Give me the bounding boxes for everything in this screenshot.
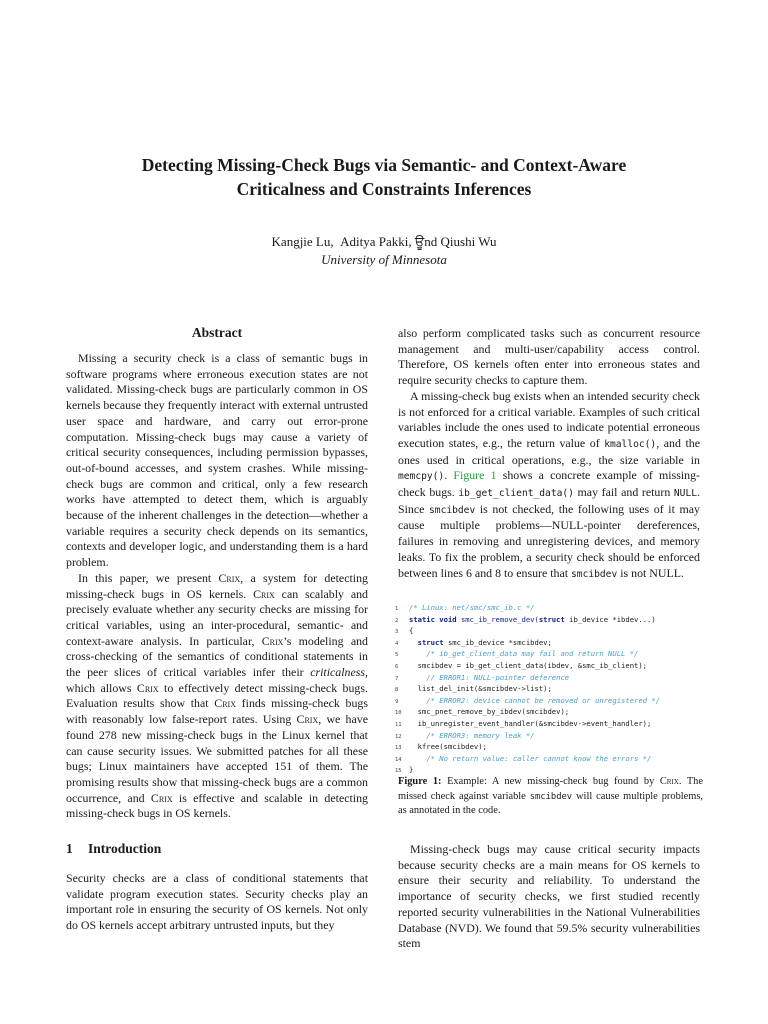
system-name: Crix: [218, 570, 241, 585]
abstract-paragraph-2: In this paper, we present Crix, a system for detecting missing-check bugs in OS kernels. Crix can scalably and precisely evaluate whether any security checks are missing for critical variables, using an inter-procedural, semantic- and context-aware analysis. In particular, Crix’s modeling and cross-checking of the semantics of conditional statements in the peer slices of critical variables infer their criticalness, which allows Crix to effectively detect missing-check bugs. Evaluation results show that Crix finds missing-check bugs with reasonably low false-report rates. Using Crix, we have found 278 new missing-check bugs in the Linux kernel that can cause security issues. We submitted patches for all these bugs; Linux maintainers have accepted 151 of them. The promising results show that missing-check bugs are a common occurrence, and Crix is effective and scalable in detecting missing-check bugs in OS kernels.: [66, 570, 368, 821]
title-line-1: Detecting Missing-Check Bugs via Semantic- and Context-Aware: [141, 155, 627, 175]
line-number: 5: [395, 652, 399, 659]
code-line: 6 smcibdev = ib_get_client_data(ibdev, &smc_ib_client);: [395, 661, 705, 673]
introduction-heading: [66, 840, 368, 858]
code-line: 9 /* ERROR2: device cannot be removed or unregistered */: [395, 696, 705, 708]
line-number: 2: [395, 617, 399, 624]
author-1: Kangjie Lu: [271, 234, 331, 249]
section-title: Introduction: [88, 841, 162, 856]
line-number: 11: [395, 721, 402, 728]
section-number: 1: [66, 841, 73, 856]
code-line: 3 {: [395, 626, 705, 638]
code-line: 4 struct smc_ib_device *smcibdev;: [395, 638, 705, 650]
paper-title: [0, 153, 768, 201]
code-line: 7 // ERROR1: NULL-pointer deference: [395, 673, 705, 685]
line-number: 6: [395, 663, 399, 670]
abstract-section: [66, 322, 368, 822]
code-line: 13 kfree(smcibdev);: [395, 742, 705, 754]
line-number: 10: [395, 710, 402, 717]
code-line: 2 static void smc_ib_remove_dev(struct ib_device *ibdev...): [395, 615, 705, 627]
author-names: [0, 233, 768, 251]
code-line: 8 list_del_init(&smcibdev->list);: [395, 684, 705, 696]
abstract-paragraph-1: Missing a security check is a class of semantic bugs in software programs where erroneous execution states are not validated. Missing-check bugs are particularly common in OS kernels because they frequently interact with external untrusted user space and hardware, and carry out error-prone computation. Missing-check bugs may cause a variety of critical security consequences, including permission bypasses, out-of-bound accesses, and system crashes. While missing-check bugs are common and critical, only a few research works have attempted to detect them, which is arguably because of the inherent challenges in the detection—whether a variable requires a security check depends on its semantics, contexts and developer logic, and understanding them is a hard problem.: [66, 351, 368, 570]
author-3: , ਊnd Qiushi Wu: [408, 234, 496, 249]
line-number: 1: [395, 606, 399, 612]
figure-1-caption: Figure 1: Example: A new missing-check bug found by Crix. The missed check against variable smcibdev will cause multiple problems, as annotated in the code.: [398, 776, 703, 817]
figure-label: Figure 1:: [398, 776, 442, 787]
right-column-bottom: [398, 842, 700, 952]
code-line: 5 /* ib_get_client_data may fail and return NULL */: [395, 649, 705, 661]
line-number: 14: [395, 756, 402, 763]
code-line: 15 }: [395, 765, 705, 777]
affiliation: University of Minnesota: [321, 252, 447, 267]
code-line: 11 ib_unregister_event_handler(&smcibdev->event_handler);: [395, 719, 705, 731]
line-number: 4: [395, 640, 399, 647]
line-number: 12: [395, 733, 402, 740]
title-line-2: Criticalness and Constraints Inferences: [236, 179, 532, 199]
code-line: 14 /* No return value: caller cannot know the errors */: [395, 754, 705, 766]
right-paragraph-2: A missing-check bug exists when an intended security check is not enforced for a critical variable. Examples of such critical variables include the ones used to indicate potential erroneous execution states, e.g., the return value of kmalloc(), and the ones used in critical operations, e.g., the size variable in memcpy(). Figure 1 shows a concrete example of missing-check bugs. ib_get_client_data() may fail and return NULL. Since smcibdev is not checked, the following uses of it may cause multiple problems—NULL-pointer dereferences, failures in removing and unregistering devices, and memory leaks. To fix the problem, a security check should be enforced between lines 6 and 8 to ensure that smcibdev is not NULL.: [398, 388, 700, 580]
code-listing: [395, 603, 705, 777]
right-column-text: [398, 326, 700, 582]
figure-1-link[interactable]: Figure 1: [453, 468, 497, 483]
author-block: [0, 233, 768, 269]
line-number: 9: [395, 698, 399, 705]
abstract-heading: Abstract: [191, 325, 243, 340]
right-paragraph-3: Missing-check bugs may cause critical security impacts because security checks are a main means for OS kernels to ensure their security and reliability. To understand the importance of security checks, we first studied recently reported security vulnerabilities in the National Vulnerabilities Database (NVD). We found that 59.5% security vulnerabilities stem: [398, 842, 700, 951]
line-number: 7: [395, 675, 399, 682]
introduction-section: [66, 840, 368, 934]
line-number: 3: [395, 629, 399, 636]
line-number: 13: [395, 745, 402, 752]
code-line: 10 smc_pnet_remove_by_ibdev(smcibdev);: [395, 707, 705, 719]
right-paragraph-1: also perform complicated tasks such as concurrent resource management and multi-user/capability access control. Therefore, OS kernels often enter into erroneous states and require security checks to capture them.: [398, 326, 700, 388]
author-2: , Aditya Pakki: [330, 234, 408, 249]
line-number: 8: [395, 687, 399, 694]
introduction-paragraph-1: Security checks are a class of conditional statements that validate program execution states. Security checks play an important role in ensuring the security of OS kernels. Not only do OS kernels accept arbitrary untrusted inputs, but they: [66, 871, 368, 933]
line-number: 15: [395, 768, 402, 775]
code-line: 1 /* Linux: net/smc/smc_ib.c */: [395, 603, 705, 615]
code-line: 12 /* ERROR3: memory leak */: [395, 731, 705, 743]
